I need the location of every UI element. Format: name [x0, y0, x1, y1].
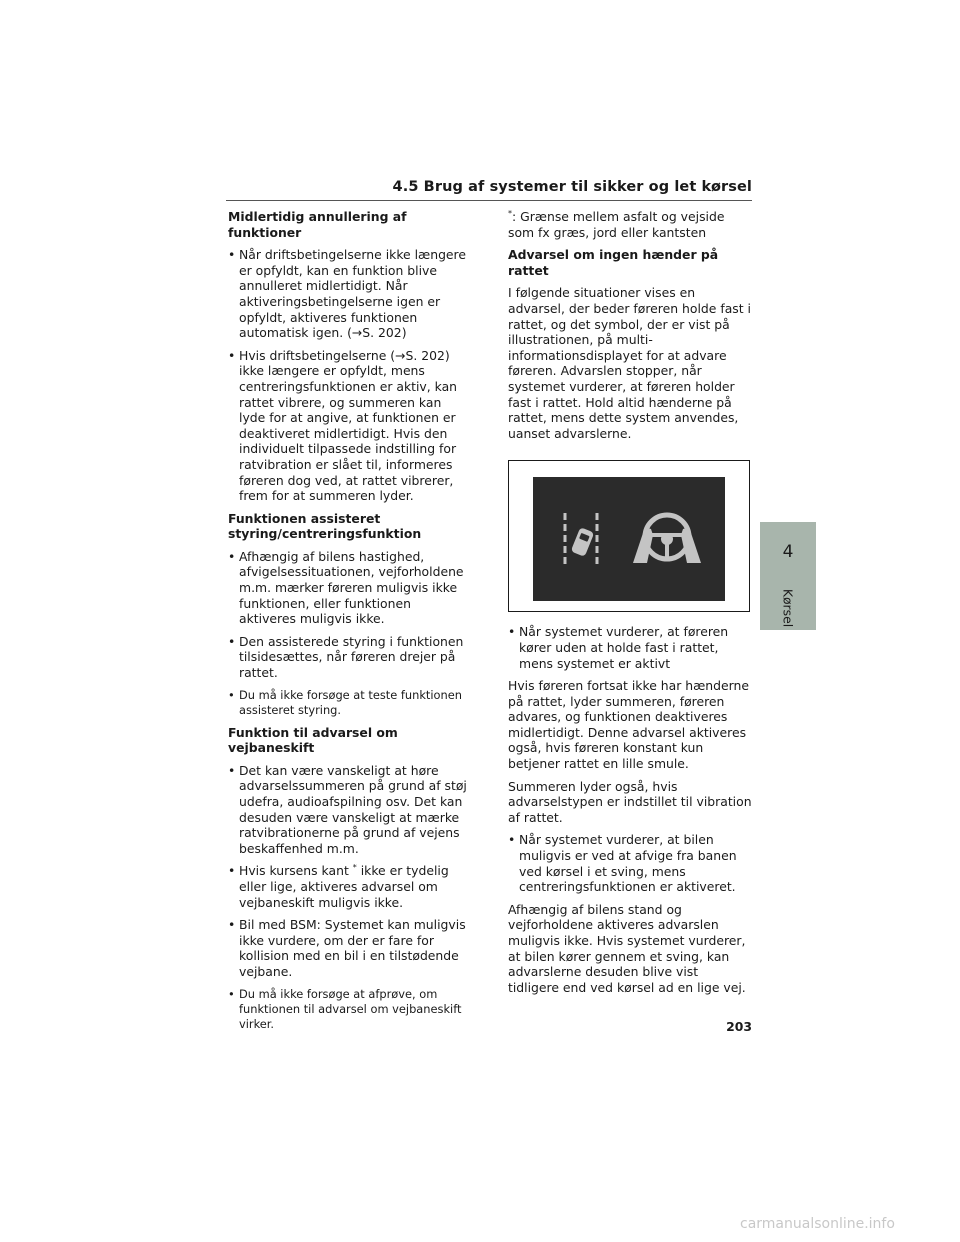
right-column [508, 209, 752, 1002]
list-item: • Du må ikke forsøge at teste funktionen assisteret styring. [228, 688, 468, 718]
heading-steering-assist: Funktionen assisteret styring/centreringsfunktion [228, 510, 422, 542]
footnote-text: : Grænse mellem asfalt og vejside som fx græs, jord eller kantsten [508, 209, 725, 240]
list-item: • Det kan være vanskeligt at høre advarselssummeren på grund af støj udefra, audioafspilning osv. Det kan desuden være vanskeligt at mærke ratvibrationerne på grund af vejens beskaffenhed m.m. [228, 763, 468, 857]
lane-departure-icon [565, 513, 597, 565]
list-steering-assist [228, 549, 468, 718]
page-number: 203 [726, 1019, 752, 1034]
list-item: • Afhængig af bilens hastighed, afvigelsessituationen, vejforholdene m.m. mærker føreren muligvis ikke funktionen, eller funktionen aktiveres muligvis ikke. [228, 549, 468, 627]
list-lane-departure [228, 763, 468, 1032]
watermark: carmanualsonline.info [740, 1216, 895, 1232]
left-column [228, 209, 468, 1039]
list-item [228, 863, 468, 910]
display-graphic [533, 477, 725, 601]
multi-information-display [533, 477, 725, 601]
list-item: • Den assisterede styring i funktionen tilsidesættes, når føreren drejer på rattet. [228, 634, 468, 681]
list-item: • Hvis driftsbetingelserne (→S. 202) ikke længere er opfyldt, mens centreringsfunktionen er aktiv, kan rattet vibrere, og summeren kan lyde for at angive, at funktionen er deaktiveret midlertidigt. Hvis den individuelt tilpassede indstilling for ratvibration er slået til, informeres føreren dog ved, at rattet vibrerer, frem for at summeren lyder. [228, 348, 468, 504]
list-hands-off-1 [508, 624, 752, 671]
list-item: • Du må ikke forsøge at afprøve, om funktionen til advarsel om vejbaneskift virker. [228, 987, 468, 1032]
list-temporary-cancellation [228, 247, 468, 504]
footnote [508, 209, 752, 240]
list-hands-off-2 [508, 832, 752, 894]
paragraph: I følgende situationer vises en advarsel, der beder føreren holde fast i rattet, og det symbol, der er vist på illustrationen, på multi-informationsdisplayet for at advare føreren. Advarslen stopper, når systemet vurderer, at føreren holder fast i rattet. Hold altid hænderne på rattet, mens dette system anvendes, uanset advarslerne. [508, 285, 751, 441]
warning-illustration [508, 460, 750, 612]
steering-wheel-hands-icon [633, 515, 701, 563]
chapter-label: Kørsel [780, 588, 796, 628]
paragraph: Afhængig af bilens stand og vejforholdene aktiveres advarslen muligvis ikke. Hvis systemet vurderer, at bilen kører gennem et sving, kan advarslerne desuden blive vist tidligere end ved kørsel ad en lige vej. [508, 901, 746, 995]
list-item: • Når driftsbetingelserne ikke længere er opfyldt, kan en funktion blive annulleret midlertidigt. Når aktiveringsbetingelserne igen er opfyldt, aktiveres funktionen automatisk igen. (→S. 202) [228, 247, 468, 341]
heading-hands-off-warning: Advarsel om ingen hænder på rattet [508, 247, 719, 278]
chapter-number: 4 [782, 542, 794, 562]
chapter-label-box [760, 588, 816, 628]
list-item: • Bil med BSM: Systemet kan muligvis ikke vurdere, om der er fare for kollision med en bil i en tilstødende vejbane. [228, 917, 468, 979]
footnote-marker: * [508, 209, 512, 218]
header-divider [226, 200, 752, 201]
heading-temporary-cancellation: Midlertidig annullering af funktioner [228, 209, 407, 240]
text-part: ikke er tydelig eller lige, aktiveres advarsel om vejbaneskift muligvis ikke. [239, 863, 449, 910]
list-item: • Når systemet vurderer, at bilen muligvis er ved at afvige fra banen ved kørsel i et sving, mens centreringsfunktionen er aktiveret. [508, 832, 752, 894]
footnote-marker: * [352, 863, 357, 873]
heading-lane-departure: Funktion til advarsel om vejbaneskift [228, 724, 398, 756]
paragraph: Summeren lyder også, hvis advarselstypen er indstillet til vibration af rattet. [508, 778, 752, 825]
list-item: • Når systemet vurderer, at føreren kører uden at holde fast i rattet, mens systemet er aktivt [508, 624, 752, 671]
paragraph: Hvis føreren fortsat ikke har hænderne på rattet, lyder summeren, føreren advares, og funktionen deaktiveres midlertidigt. Denne advarsel aktiveres også, hvis føreren konstant kun betjener rattet en lille smule. [508, 678, 749, 772]
section-header: 4.5 Brug af systemer til sikker og let kørsel [392, 179, 752, 195]
text-part: Hvis kursens kant [239, 863, 353, 879]
